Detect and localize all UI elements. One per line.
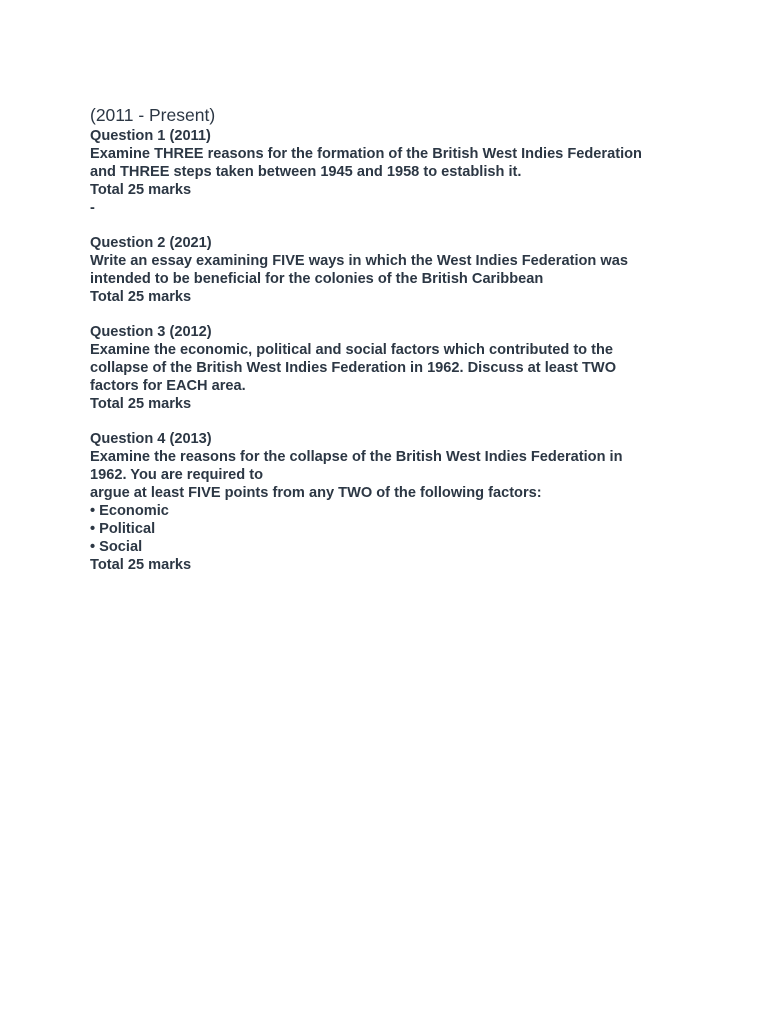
bullet-item-social: • Social xyxy=(90,539,143,555)
question-1-dash: - xyxy=(90,200,95,216)
question-1-title: Question 1 (2011) xyxy=(90,128,211,144)
question-4 xyxy=(90,430,680,574)
question-4-text-line-3: argue at least FIVE points from any TWO of the following factors: xyxy=(90,485,542,501)
question-2-text-line-2: intended to be beneficial for the colonies of the British Caribbean xyxy=(90,271,544,287)
document-content xyxy=(90,103,680,574)
question-1-total: Total 25 marks xyxy=(90,182,192,198)
question-4-text-line-2: 1962. You are required to xyxy=(90,467,264,483)
question-2-text-line-1: Write an essay examining FIVE ways in which the West Indies Federation was xyxy=(90,253,628,269)
question-3-text-line-3: factors for EACH area. xyxy=(90,378,246,394)
question-3 xyxy=(90,323,680,413)
bullet-item-political: • Political xyxy=(90,521,156,537)
question-3-text-line-1: Examine the economic, political and social factors which contributed to the xyxy=(90,342,614,358)
question-1 xyxy=(90,127,680,217)
page-heading: (2011 - Present) xyxy=(90,105,216,125)
question-2 xyxy=(90,234,680,306)
question-1-text-line-1: Examine THREE reasons for the formation of the British West Indies Federation xyxy=(90,146,642,162)
question-2-title: Question 2 (2021) xyxy=(90,235,212,251)
question-4-text-line-1: Examine the reasons for the collapse of the British West Indies Federation in xyxy=(90,449,623,465)
spacer xyxy=(90,306,680,323)
question-3-title: Question 3 (2012) xyxy=(90,324,212,340)
bullet-item-economic: • Economic xyxy=(90,503,169,519)
question-4-title: Question 4 (2013) xyxy=(90,431,212,447)
spacer xyxy=(90,217,680,234)
question-3-text-line-2: collapse of the British West Indies Federation in 1962. Discuss at least TWO xyxy=(90,360,617,376)
spacer xyxy=(90,413,680,430)
question-3-total: Total 25 marks xyxy=(90,396,192,412)
question-1-text-line-2: and THREE steps taken between 1945 and 1958 to establish it. xyxy=(90,164,522,180)
question-4-total: Total 25 marks xyxy=(90,557,192,573)
question-2-total: Total 25 marks xyxy=(90,289,192,305)
